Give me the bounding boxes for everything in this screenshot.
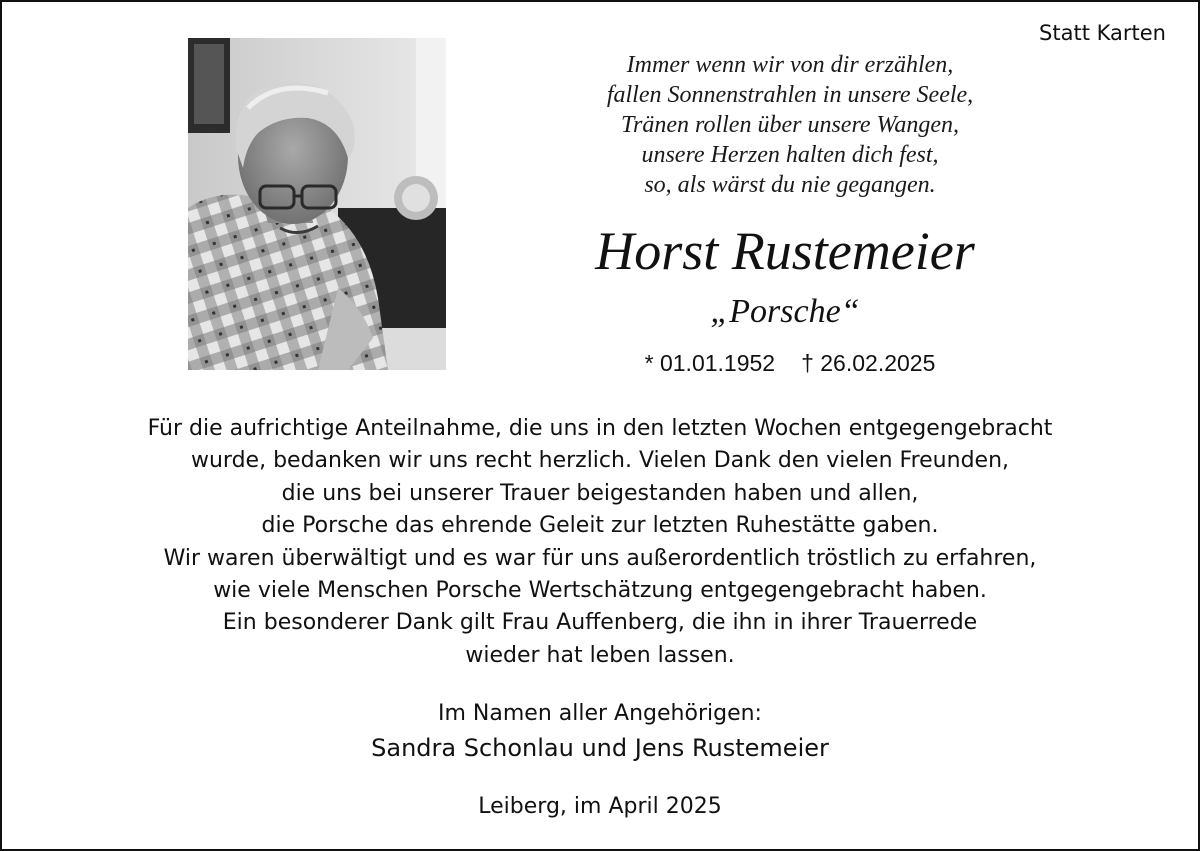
poem-verse [500,50,1080,200]
portrait-photo [188,38,446,370]
message-line: wie viele Menschen Porsche Wertschätzung entgegengebracht haben. [213,578,987,604]
message-line: wieder hat leben lassen. [465,642,735,668]
message-line: die uns bei unserer Trauer beigestanden haben und allen, [281,480,919,506]
poem-line: fallen Sonnenstrahlen in unsere Seele, [606,82,974,108]
poem-line: Immer wenn wir von dir erzählen, [626,52,954,78]
message-line: Wir waren überwältigt und es war für uns außerordentlich tröstlich zu erfahren, [163,545,1037,571]
poem-line: Tränen rollen über unsere Wangen, [621,112,959,138]
message-line: wurde, bedanken wir uns recht herzlich. Vielen Dank den vielen Freunden, [190,448,1010,474]
poem-line: unsere Herzen halten dich fest, [641,142,939,168]
thanks-message [60,413,1140,672]
signer-names: Sandra Schonlau und Jens Rustemeier [371,734,829,762]
signoff-line: Im Namen aller Angehörigen: [438,701,762,726]
message-line: die Porsche das ehrende Geleit zur letzten Ruhestätte gaben. [261,513,939,539]
poem-line: so, als wärst du nie gegangen. [644,172,936,198]
death-date: † 26.02.2025 [801,350,936,376]
birth-date: * 01.01.1952 [644,350,776,376]
message-line: Für die aufrichtige Anteilnahme, die uns in den letzten Wochen entgegengebracht [147,416,1053,441]
life-dates [560,347,1020,379]
message-line: Ein besonderer Dank gilt Frau Auffenberg, die ihn in ihrer Trauerrede [222,610,978,636]
deceased-nickname: „Porsche“ [710,293,860,330]
place-date: Leiberg, im April 2025 [478,794,722,819]
notice-tagline: Statt Karten [1039,21,1166,45]
deceased-name: Horst Rustemeier [595,221,975,281]
